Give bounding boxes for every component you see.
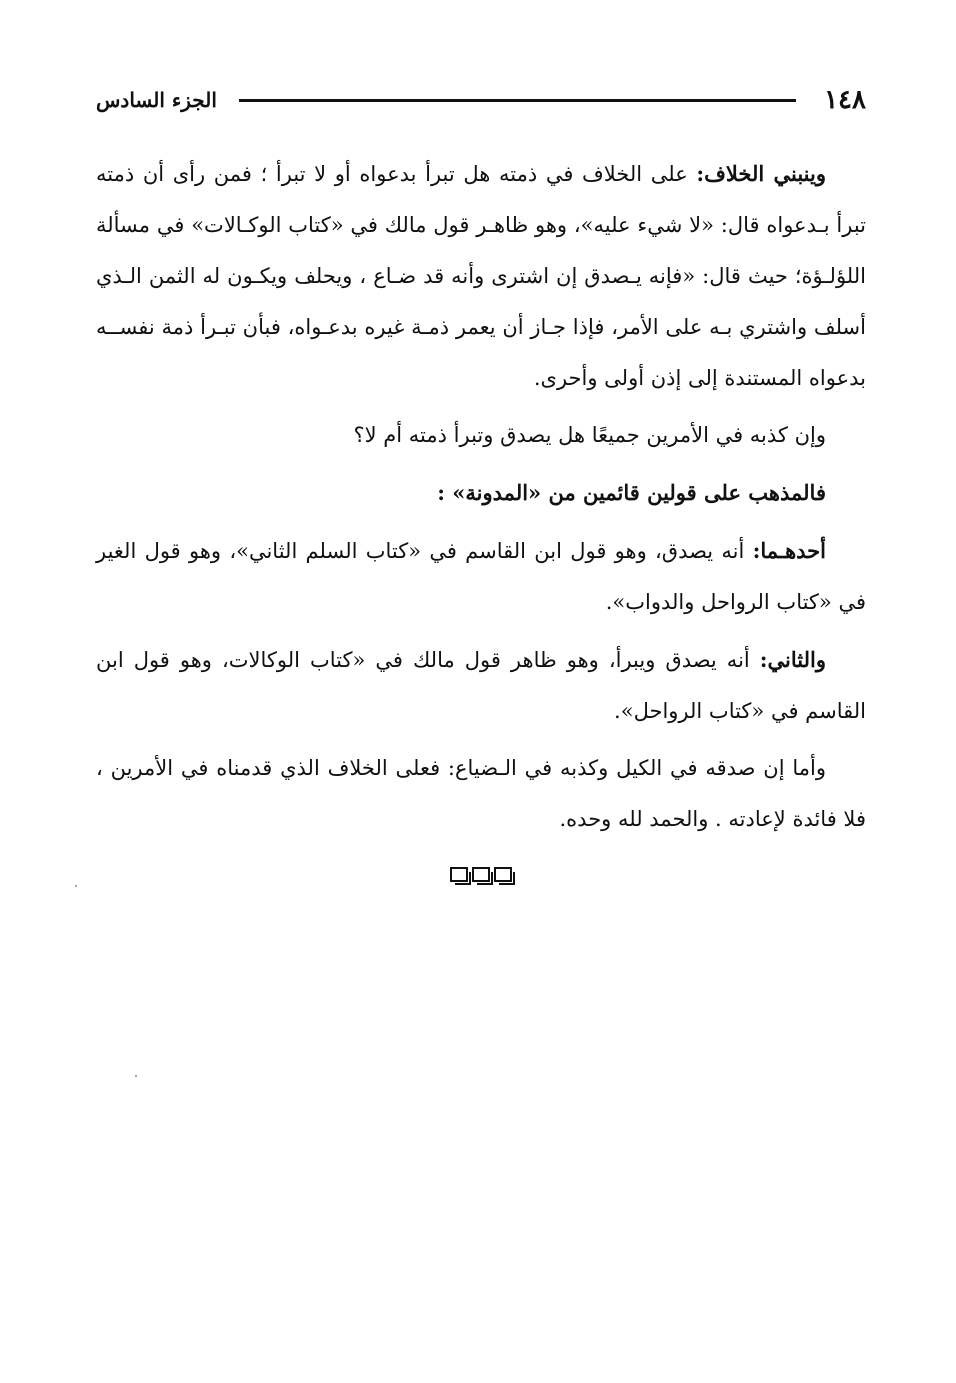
page-body — [96, 148, 866, 845]
paragraph-5 — [96, 634, 866, 737]
paragraph-text: أنه يصدق ويبرأ، وهو ظاهر قول مالك في «كتاب الوكالات، وهو قول ابن القاسم في «كتاب الرواحل». — [96, 648, 866, 723]
square-icon — [494, 867, 512, 882]
paragraph-2 — [96, 410, 866, 461]
volume-title: الجزء السادس — [96, 88, 217, 112]
paragraph-lead: والثاني: — [759, 647, 826, 672]
paragraph-lead: وينبني الخلاف: — [696, 161, 826, 186]
paragraph-1 — [96, 148, 866, 404]
paragraph-text: أنه يصدق، وهو قول ابن القاسم في «كتاب السلم الثاني»، وهو قول الغير في «كتاب الرواحل والدواب». — [96, 539, 866, 614]
scan-speck — [135, 1075, 137, 1077]
paragraph-text: وإن كذبه في الأمرين جميعًا هل يصدق وتبرأ ذمته أم لا؟ — [353, 423, 826, 447]
paragraph-lead: فالمذهب على قولين قائمين من «المدونة» : — [437, 480, 826, 505]
paragraph-4 — [96, 525, 866, 628]
paragraph-6 — [96, 743, 866, 845]
header-rule — [239, 99, 796, 102]
document-page — [96, 80, 866, 882]
paragraph-lead: أحدهـما: — [752, 538, 826, 563]
page-number: ١٤٨ — [824, 85, 866, 115]
paragraph-text: على الخلاف في ذمته هل تبرأ بدعواه أو لا تبرأ ؛ فمن رأى أن ذمته تبرأ بـدعواه قال: «لا شيء عليه»، وهو ظاهـر قول مالك في «كتاب الوكـالات» في مسألة اللؤلـؤة؛ حيث قال: «فإنه يـصدق إن اشترى وأنه قد ضـاع ، ويحلف ويكـون له الثمن الـذي أسلف واشتري بـه على الأمر، فإذا جـاز أن يعمر ذمـة غيره بدعـواه، فبأن تبـرأ ذمة نفســه بدعواه المستندة إلى إذن أولى وأحرى. — [96, 162, 866, 390]
three-squares-ornament-icon — [96, 867, 866, 882]
paragraph-text: وأما إن صدقه في الكيل وكذبه في الـضياع: فعلى الخلاف الذي قدمناه في الأمرين ، فلا فائدة لإعادته . والحمد لله وحده. — [96, 756, 866, 831]
square-icon — [472, 867, 490, 882]
square-icon — [450, 867, 468, 882]
page-header — [96, 80, 866, 120]
scan-speck — [75, 885, 77, 887]
paragraph-3 — [96, 467, 866, 519]
